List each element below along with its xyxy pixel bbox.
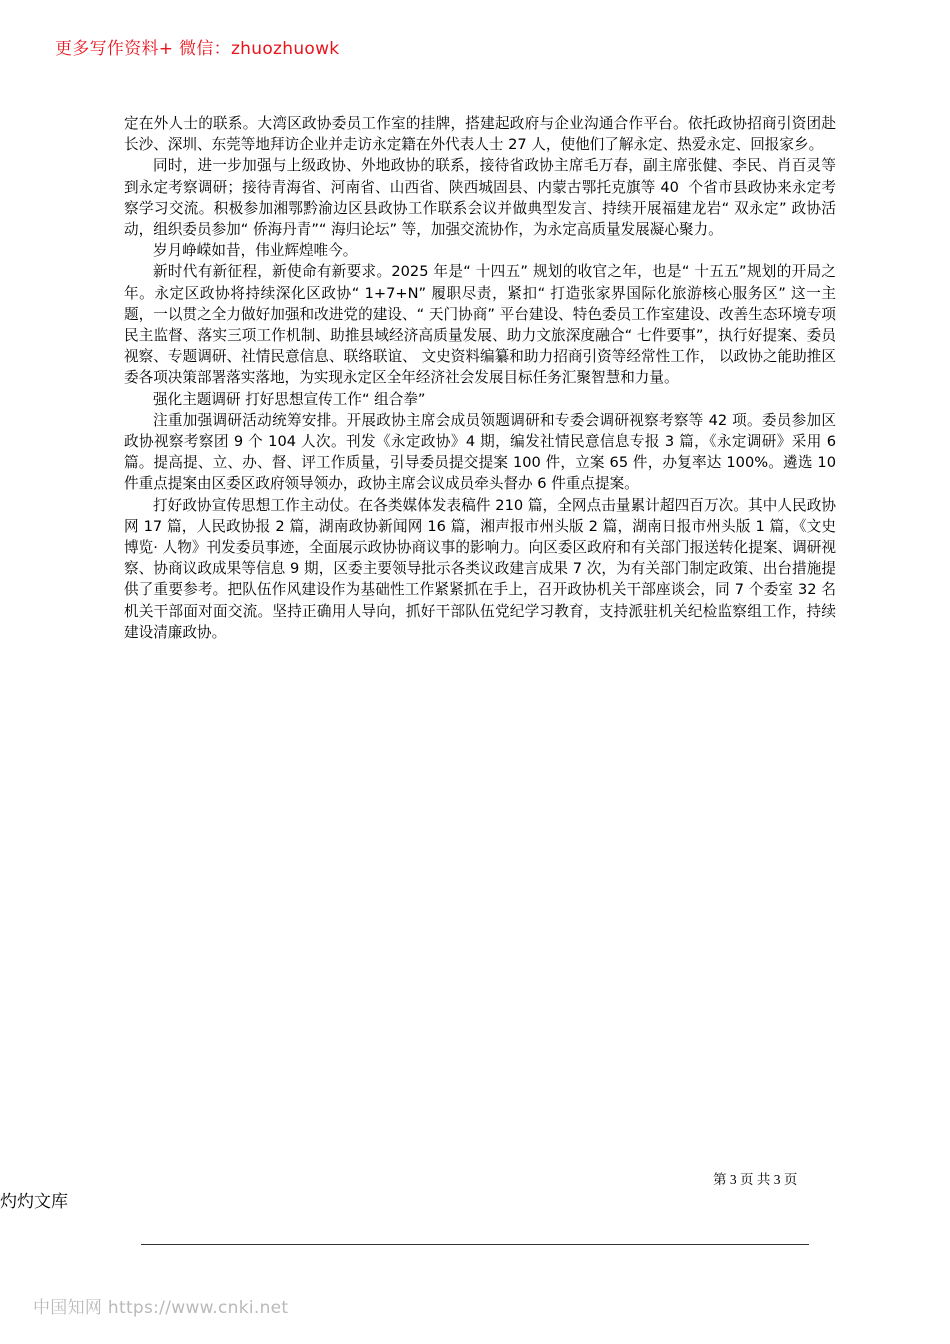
- page-number: 第 3 页 共 3 页: [713, 1172, 798, 1187]
- footer-divider: [141, 1244, 809, 1245]
- paragraph: 定在外人士的联系。大湾区政协委员工作室的挂牌，搭建起政府与企业沟通合作平台。依托政协招商引资团赴长沙、深圳、东莞等地拜访企业并走访永定籍在外代表人士 27 人，使他们了解永定、热爱永定、回报家乡。: [124, 115, 836, 154]
- library-name: 灼灼文库: [0, 1192, 68, 1212]
- document-body: [124, 113, 841, 643]
- paragraph: 注重加强调研活动统筹安排。开展政协主席会成员领题调研和专委会调研视察考察等 42 项。委员参加区政协视察考察团 9 个 104 人次。刊发《永定政协》4 期，编发社情民意信息专报 3 篇，《永定调研》采用 6 篇。提高提、立、办、督、评工作质量，引导委员提交提案 100 件，立案 65 件，办复率达 100%。遴选 10 件重点提案由区委区政府领导领办，政协主席会议成员牵头督办 6 件重点提案。: [124, 411, 841, 493]
- section-heading: 强化主题调研 打好思想宣传工作“ 组合拳”: [153, 390, 426, 408]
- paragraph: 打好政协宣传思想工作主动仗。在各类媒体发表稿件 210 篇，全网点击量累计超四百万次。其中人民政协网 17 篇，人民政协报 2 篇，湖南政协新闻网 16 篇，湘声报市州头版 2 篇，湖南日报市州头版 1 篇，《文史博览· 人物》刊发委员事迹，全面展示政协协商议事的影响力。向区委区政府和有关部门报送转化提案、调研视察、协商议政成果等信息 9 期，区委主要领导批示各类议政建言成果 7 次，为有关部门制定政策、出台措施提供了重要参考。把队伍作风建设作为基础性工作紧紧抓在手上，召开政协机关干部座谈会，同 7 个委室 32 名机关干部面对面交流。坚持正确用人导向，抓好干部队伍党纪学习教育，支持派驻机关纪检监察组工作，持续建设清廉政协。: [124, 496, 836, 641]
- paragraph: 岁月峥嵘如昔，伟业辉煌唯今。: [153, 242, 358, 260]
- promo-banner: 更多写作资料+ 微信：zhuozhuowk: [55, 39, 340, 59]
- paragraph: 同时，进一步加强与上级政协、外地政协的联系，接待省政协主席毛万春，副主席张健、李民、肖百灵等到永定考察调研；接待青海省、河南省、山西省、陕西城固县、内蒙古鄂托克旗等 40 个省市县政协来永定考察学习交流。积极参加湘鄂黔渝边区县政协工作联系会议并做典型发言、持续开展福建龙岩“ 双永定” 政协活动，组织委员参加“ 侨海丹青”“ 海归论坛” 等，加强交流协作，为永定高质量发展凝心聚力。: [124, 157, 836, 239]
- paragraph: 新时代有新征程，新使命有新要求。2025 年是“ 十四五” 规划的收官之年，也是“ 十五五”规划的开局之年。永定区政协将持续深化区政协“ 1+7+N” 履职尽责，紧扣“ 打造张家界国际化旅游核心服务区” 这一主题，一以贯之全力做好加强和改进党的建设、“ 天门协商” 平台建设、特色委员工作室建设、改善生态环境专项民主监督、落实三项工作机制、助推县域经济高质量发展、助力文旅深度融合“ 七件要事”，执行好提案、委员视察、专题调研、社情民意信息、联络联谊、 文史资料编纂和助力招商引资等经常性工作， 以政协之能助推区委各项决策部署落实落地，为实现永定区全年经济社会发展目标任务汇聚智慧和力量。: [124, 263, 836, 387]
- watermark: 中国知网 https://www.cnki.net: [33, 1298, 289, 1318]
